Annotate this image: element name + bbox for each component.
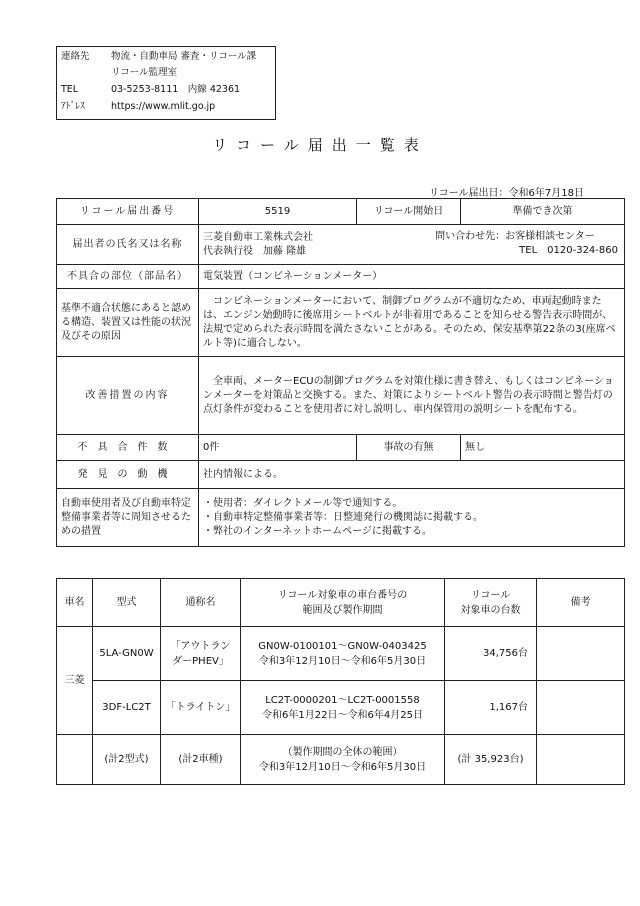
type-cell: 3DF-LC2T (93, 681, 161, 735)
contact-row: リコール監理室 (111, 67, 178, 78)
vehicle-header-row (57, 579, 625, 627)
discovery-value: 社内情報による。 (199, 461, 625, 489)
defect-count-label: 不具合件数 (57, 435, 199, 461)
measure-label: 改善措置の内容 (57, 357, 199, 435)
recall-number-value: 5519 (199, 199, 357, 225)
remarks-cell (537, 681, 625, 735)
contact-row: TEL 03-5253-8111 内線 42361 (61, 84, 241, 95)
recall-number-label: リコール届出番号 (57, 199, 199, 225)
header-type: 型式 (93, 579, 161, 627)
count-cell: 34,756台 (445, 627, 537, 681)
contact-row: 連絡先 物流・自動車局 審査・リコール課 (61, 51, 257, 62)
discovery-label: 発見の動機 (57, 461, 199, 489)
remarks-cell (537, 627, 625, 681)
count-cell: 1,167台 (445, 681, 537, 735)
notification-item: ・弊社のインターネットホームページに掲載する。 (203, 525, 432, 537)
range-cell: GN0W-0100101～GN0W-0403425 令和3年12月10日～令和6年5月30日 (241, 627, 445, 681)
notification-item: ・自動車特定整備事業者等：日整連発行の機関誌に掲載する。 (203, 511, 483, 523)
measure-value: 全車両、メーターECUの制御プログラムを対策仕様に書き替え、もしくはコンビネーションメーターを対策品と交換する。また、対策によりシートベルト警告の表示時間と警告灯の点灯条件が変わることを使用者に対し説明し、車内保管用の説明シートを配布する。 (199, 357, 625, 435)
common-name-cell: 「トライトン」 (161, 681, 241, 735)
total-count-cell: (計 35,923台) (445, 735, 537, 785)
defect-part-label: 不具合の部位（部品名） (57, 265, 199, 289)
defect-count-value: 0件 (199, 435, 357, 461)
accident-label: 事故の有無 (357, 435, 461, 461)
cause-label: 基準不適合状態にあると認める構造、装置又は性能の状況及びその原因 (57, 289, 199, 357)
total-range-cell: （製作期間の全体の範囲） 令和3年12月10日～令和6年5月30日 (241, 735, 445, 785)
page-title: リコール届出一覧表 (212, 136, 428, 154)
filing-date: リコール届出日：令和6年7月18日 (428, 188, 584, 199)
header-common-name: 通称名 (161, 579, 241, 627)
common-name-cell: 「アウトラン ダーPHEV」 (161, 627, 241, 681)
recall-start-value: 準備でき次第 (461, 199, 625, 225)
inquiry-contact (435, 230, 618, 258)
defect-part-value: 電気装置（コンビネーションメーター） (199, 265, 625, 289)
vehicle-table (56, 578, 625, 785)
total-type-cell: (計2型式) (93, 735, 161, 785)
total-remarks-cell (537, 735, 625, 785)
header-range: リコール対象車の車台番号の 範囲及び製作期間 (241, 579, 445, 627)
recall-info-table (56, 198, 625, 547)
notification-measures (199, 489, 625, 547)
contact-box (56, 46, 276, 120)
notifier-representative: 代表執行役 加藤 隆雄 (203, 245, 307, 257)
website-link[interactable]: https://www.mlit.go.jp (111, 101, 216, 112)
notification-label: 自動車使用者及び自動車特定整備事業者等に周知させるための措置 (57, 489, 199, 547)
cause-value: コンビネーションメーターにおいて、制御プログラムが不適切なため、車両起動時または、エンジン始動時に後席用シートベルトが非着用であることを知らせる警告表示時間が、法規で定められた表示時間を満たさないことがある。そのため、保安基準第22条の3(座席ベルト等)に適合しない。 (199, 289, 625, 357)
total-maker-cell (57, 735, 93, 785)
maker-cell: 三菱 (57, 627, 93, 735)
recall-start-label: リコール開始日 (357, 199, 461, 225)
inquiry-center: 問い合わせ先：お客様相談センター (435, 231, 595, 242)
header-maker: 車名 (57, 579, 93, 627)
header-remarks: 備考 (537, 579, 625, 627)
type-cell: 5LA-GN0W (93, 627, 161, 681)
range-cell: LC2T-0000201～LC2T-0001558 令和6年1月22日～令和6年4月25日 (241, 681, 445, 735)
table-row (57, 627, 625, 681)
accident-value: 無し (461, 435, 625, 461)
notifier-name: 三菱自動車工業株式会社 (203, 231, 313, 243)
notification-item: ・使用者：ダイレクトメール等で通知する。 (203, 497, 403, 509)
contact-row: ｱﾄﾞﾚｽ https://www.mlit.go.jp (61, 101, 216, 112)
header-count: リコール 対象車の台数 (445, 579, 537, 627)
total-row (57, 735, 625, 785)
total-name-cell: (計2車種) (161, 735, 241, 785)
inquiry-phone: TEL 0120-324-860 (519, 245, 618, 256)
notifier-cell (199, 225, 625, 265)
notifier-label: 届出者の氏名又は名称 (57, 225, 199, 265)
table-row (57, 681, 625, 735)
